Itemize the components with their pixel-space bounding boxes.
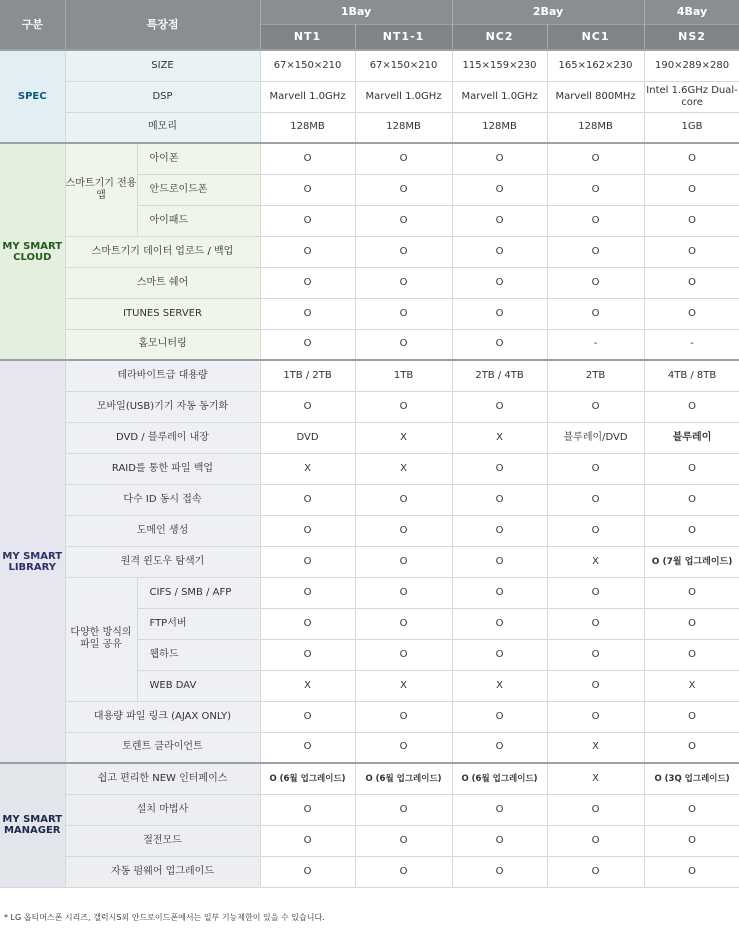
row-label: 토렌트 클라이언트 xyxy=(65,732,260,763)
cell-nt1: O xyxy=(260,205,355,236)
cell-nc2: O xyxy=(452,825,547,856)
cell-nc2: O xyxy=(452,794,547,825)
cell-ns2: Intel 1.6GHz Dual-core xyxy=(644,81,739,112)
cell-nc2: 115×159×230 xyxy=(452,50,547,81)
row-label: 원격 윈도우 탐색기 xyxy=(65,546,260,577)
cell-ns2: O xyxy=(644,484,739,515)
row-label: DSP xyxy=(65,81,260,112)
section-cloud xyxy=(0,143,739,360)
header-category: 구분 xyxy=(0,0,65,50)
row-label: 아이폰 xyxy=(137,143,260,174)
section-library xyxy=(0,360,739,763)
row-label: CIFS / SMB / AFP xyxy=(137,577,260,608)
cell-nc2: O xyxy=(452,298,547,329)
row-label: SIZE xyxy=(65,50,260,81)
cell-nt1-1: X xyxy=(355,670,452,701)
cell-ns2: O xyxy=(644,205,739,236)
cell-nt1-1: O xyxy=(355,794,452,825)
cell-nt1: X xyxy=(260,453,355,484)
cell-nc2: O xyxy=(452,577,547,608)
cell-nc1: O xyxy=(547,701,644,732)
cell-nc2: 128MB xyxy=(452,112,547,143)
cell-nt1-1: Marvell 1.0GHz xyxy=(355,81,452,112)
table-row xyxy=(0,236,739,267)
cell-nc2: O xyxy=(452,174,547,205)
cell-nt1: O xyxy=(260,515,355,546)
cell-ns2: O xyxy=(644,577,739,608)
cell-nt1-1: O xyxy=(355,732,452,763)
cell-nc2: O xyxy=(452,732,547,763)
cell-nt1: O xyxy=(260,391,355,422)
table-row xyxy=(0,515,739,546)
row-label: RAID를 통한 파일 백업 xyxy=(65,453,260,484)
cell-ns2: O xyxy=(644,608,739,639)
table-row xyxy=(0,143,739,174)
cell-nt1: O xyxy=(260,546,355,577)
cell-nt1-1: O xyxy=(355,174,452,205)
cell-nt1-1: O xyxy=(355,639,452,670)
header-bay-1: 1Bay xyxy=(260,0,452,24)
cell-nc2: O xyxy=(452,701,547,732)
cell-nt1-1: O xyxy=(355,329,452,360)
cell-nc1: 블루레이/DVD xyxy=(547,422,644,453)
table-row xyxy=(0,422,739,453)
cell-nc2: O xyxy=(452,515,547,546)
cell-nc1: O xyxy=(547,391,644,422)
table-row xyxy=(0,267,739,298)
cell-nt1: O xyxy=(260,608,355,639)
cell-nt1: O xyxy=(260,267,355,298)
model-nc2: NC2 xyxy=(452,24,547,50)
cell-nt1-1: O xyxy=(355,267,452,298)
table-row xyxy=(0,453,739,484)
table-row xyxy=(0,763,739,794)
cell-nt1: 128MB xyxy=(260,112,355,143)
row-label: 쉽고 편리한 NEW 인터페이스 xyxy=(65,763,260,794)
cell-nc1: O xyxy=(547,794,644,825)
cell-nt1-1: O xyxy=(355,484,452,515)
cell-nt1: O xyxy=(260,143,355,174)
row-label: 아이패드 xyxy=(137,205,260,236)
cell-nt1-1: 1TB xyxy=(355,360,452,391)
cell-nc2: O xyxy=(452,391,547,422)
cell-nt1: O xyxy=(260,236,355,267)
cell-nc1: 2TB xyxy=(547,360,644,391)
cell-nc1: - xyxy=(547,329,644,360)
cell-nc1: O xyxy=(547,577,644,608)
table-row xyxy=(0,484,739,515)
model-ns2: NS2 xyxy=(644,24,739,50)
cell-ns2: O xyxy=(644,298,739,329)
cell-ns2: O (3Q 업그레이드) xyxy=(644,763,739,794)
cell-nc2: O xyxy=(452,546,547,577)
cell-nc2: O xyxy=(452,856,547,887)
table-row xyxy=(0,81,739,112)
cell-ns2: O xyxy=(644,236,739,267)
cell-nc1: O xyxy=(547,608,644,639)
row-label: 다수 ID 동시 접속 xyxy=(65,484,260,515)
cell-nt1: X xyxy=(260,670,355,701)
table-row xyxy=(0,856,739,887)
cell-nt1-1: O xyxy=(355,577,452,608)
cell-nt1: O xyxy=(260,701,355,732)
cell-nt1-1: O (6월 업그레이드) xyxy=(355,763,452,794)
row-label: 안드로이드폰 xyxy=(137,174,260,205)
cell-nt1-1: O xyxy=(355,205,452,236)
cell-nc1: 128MB xyxy=(547,112,644,143)
section-label-library: MY SMART LIBRARY xyxy=(0,360,65,763)
row-label: 스마트기기 데이터 업로드 / 백업 xyxy=(65,236,260,267)
cell-ns2: - xyxy=(644,329,739,360)
table-row xyxy=(0,825,739,856)
cell-ns2: X xyxy=(644,670,739,701)
cell-nt1-1: 67×150×210 xyxy=(355,50,452,81)
row-label: ITUNES SERVER xyxy=(65,298,260,329)
section-spec xyxy=(0,50,739,143)
cell-ns2: O xyxy=(644,143,739,174)
cell-nc1: O xyxy=(547,453,644,484)
cell-nt1: O xyxy=(260,577,355,608)
cell-nt1-1: O xyxy=(355,515,452,546)
cell-ns2: O xyxy=(644,174,739,205)
cell-nt1-1: O xyxy=(355,236,452,267)
cell-ns2: O (7월 업그레이드) xyxy=(644,546,739,577)
cell-nt1: O xyxy=(260,825,355,856)
cell-nt1-1: O xyxy=(355,608,452,639)
cell-nt1-1: O xyxy=(355,298,452,329)
cell-nc2: Marvell 1.0GHz xyxy=(452,81,547,112)
row-label: 모바일(USB)기기 자동 동기화 xyxy=(65,391,260,422)
cell-nc2: O xyxy=(452,267,547,298)
cell-ns2: O xyxy=(644,515,739,546)
cell-nc2: O xyxy=(452,205,547,236)
cell-nt1: O xyxy=(260,174,355,205)
cell-nt1-1: O xyxy=(355,391,452,422)
cell-nc1: O xyxy=(547,856,644,887)
cell-nc1: X xyxy=(547,732,644,763)
cell-ns2: O xyxy=(644,453,739,484)
cell-nt1: O xyxy=(260,639,355,670)
cell-nc1: Marvell 800MHz xyxy=(547,81,644,112)
cell-nc1: O xyxy=(547,236,644,267)
cell-nt1: Marvell 1.0GHz xyxy=(260,81,355,112)
cell-nt1-1: 128MB xyxy=(355,112,452,143)
cell-nt1-1: O xyxy=(355,701,452,732)
cell-nc1: O xyxy=(547,639,644,670)
cell-nc1: O xyxy=(547,670,644,701)
table-row xyxy=(0,112,739,143)
cell-nc2: O xyxy=(452,236,547,267)
section-label-cloud: MY SMART CLOUD xyxy=(0,143,65,360)
section-manager xyxy=(0,763,739,887)
cell-nt1: DVD xyxy=(260,422,355,453)
table-row xyxy=(0,701,739,732)
row-label: 홈모니터링 xyxy=(65,329,260,360)
footnote: * LG 옵티머스폰 시리즈, 갤럭시S외 안드로이드폰에서는 일부 기능제한이 있을 수 있습니다. xyxy=(4,913,325,922)
cell-nt1: O xyxy=(260,329,355,360)
cell-nt1-1: O xyxy=(355,143,452,174)
cell-ns2: O xyxy=(644,391,739,422)
cell-nt1: O xyxy=(260,732,355,763)
cell-nt1: 67×150×210 xyxy=(260,50,355,81)
cell-nt1: O xyxy=(260,794,355,825)
cell-nt1: O xyxy=(260,298,355,329)
cell-ns2: O xyxy=(644,794,739,825)
cell-nc1: O xyxy=(547,143,644,174)
cell-nc1: O xyxy=(547,205,644,236)
cell-ns2: O xyxy=(644,825,739,856)
cell-nt1: O (6월 업그레이드) xyxy=(260,763,355,794)
cell-nc1: O xyxy=(547,515,644,546)
row-label: 자동 펌웨어 업그레이드 xyxy=(65,856,260,887)
cell-nc2: X xyxy=(452,422,547,453)
cell-nc2: 2TB / 4TB xyxy=(452,360,547,391)
header-bay-2: 2Bay xyxy=(452,0,644,24)
group-label-smart-apps: 스마트기기 전용 앱 xyxy=(65,143,137,236)
cell-nt1-1: O xyxy=(355,825,452,856)
row-label: WEB DAV xyxy=(137,670,260,701)
cell-ns2: O xyxy=(644,267,739,298)
table-row xyxy=(0,360,739,391)
row-label: 절전모드 xyxy=(65,825,260,856)
cell-nc2: O (6월 업그레이드) xyxy=(452,763,547,794)
cell-nc1: X xyxy=(547,546,644,577)
model-nt1-1: NT1-1 xyxy=(355,24,452,50)
cell-ns2: 4TB / 8TB xyxy=(644,360,739,391)
cell-nc2: O xyxy=(452,453,547,484)
cell-nt1-1: O xyxy=(355,856,452,887)
table-row xyxy=(0,50,739,81)
cell-ns2: O xyxy=(644,639,739,670)
header-bay-4: 4Bay xyxy=(644,0,739,24)
row-label: DVD / 블루레이 내장 xyxy=(65,422,260,453)
row-label: FTP서버 xyxy=(137,608,260,639)
cell-nc2: O xyxy=(452,484,547,515)
cell-ns2: O xyxy=(644,701,739,732)
cell-nc1: O xyxy=(547,484,644,515)
cell-nt1: O xyxy=(260,856,355,887)
table-row xyxy=(0,732,739,763)
cell-nt1-1: X xyxy=(355,422,452,453)
cell-ns2: O xyxy=(644,732,739,763)
cell-nc1: O xyxy=(547,298,644,329)
header-feature: 특장점 xyxy=(65,0,260,50)
table-row xyxy=(0,546,739,577)
cell-nt1: O xyxy=(260,484,355,515)
cell-nt1: 1TB / 2TB xyxy=(260,360,355,391)
row-label: 메모리 xyxy=(65,112,260,143)
cell-nc1: O xyxy=(547,825,644,856)
model-nt1: NT1 xyxy=(260,24,355,50)
row-label: 대용량 파일 링크 (AJAX ONLY) xyxy=(65,701,260,732)
group-label-file-share: 다양한 방식의 파일 공유 xyxy=(65,577,137,701)
row-label: 설치 마법사 xyxy=(65,794,260,825)
cell-nc1: O xyxy=(547,174,644,205)
table-row xyxy=(0,391,739,422)
cell-nc1: X xyxy=(547,763,644,794)
cell-nc2: O xyxy=(452,608,547,639)
row-label: 도메인 생성 xyxy=(65,515,260,546)
cell-nc1: O xyxy=(547,267,644,298)
model-nc1: NC1 xyxy=(547,24,644,50)
cell-ns2: 190×289×280 xyxy=(644,50,739,81)
table-row xyxy=(0,329,739,360)
table-row xyxy=(0,577,739,608)
row-label: 스마트 쉐어 xyxy=(65,267,260,298)
cell-nt1-1: X xyxy=(355,453,452,484)
cell-nc2: O xyxy=(452,329,547,360)
cell-nc2: X xyxy=(452,670,547,701)
section-label-spec: SPEC xyxy=(0,50,65,143)
table-row xyxy=(0,794,739,825)
cell-nc2: O xyxy=(452,143,547,174)
section-label-manager: MY SMART MANAGER xyxy=(0,763,65,887)
row-label: 웹하드 xyxy=(137,639,260,670)
cell-nt1-1: O xyxy=(355,546,452,577)
cell-nc2: O xyxy=(452,639,547,670)
cell-ns2: 1GB xyxy=(644,112,739,143)
cell-ns2: O xyxy=(644,856,739,887)
cell-ns2: 블루레이 xyxy=(644,422,739,453)
table-row xyxy=(0,298,739,329)
cell-nc1: 165×162×230 xyxy=(547,50,644,81)
row-label: 테라바이트급 대용량 xyxy=(65,360,260,391)
